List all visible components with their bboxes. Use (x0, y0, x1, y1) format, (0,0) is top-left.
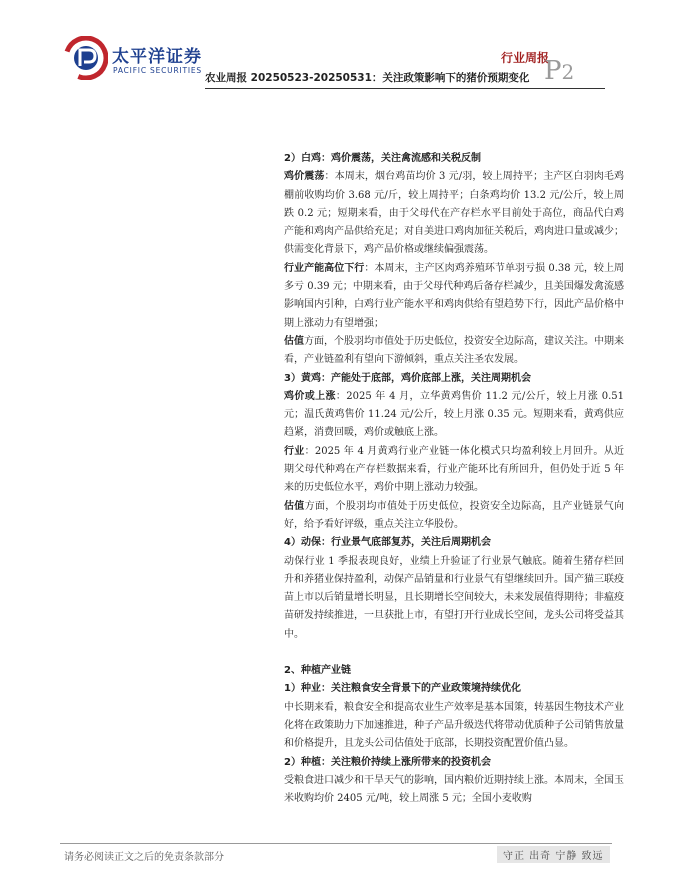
paragraph (284, 333, 624, 370)
paragraph-text: 方面，个股羽均市值处于历史低位，投资安全边际高，且产业链景气向好，给予看好评级，重点关注立华股份。 (284, 500, 624, 530)
paragraph (284, 498, 624, 535)
paragraph-text: ：2025 年 4 月，立华黄鸡售价 11.2 元/公斤，较上月涨 0.51 元；温氏黄鸡售价 11.24 元/公斤，较上月涨 0.35 元。短期来看，黄鸡供应趋紧，消费回暖，鸡价或触底上涨。 (284, 390, 624, 439)
paragraph: 中长期来看，粮食安全和提高农业生产效率是基本国策，转基因生物技术产业化将在政策助力下加速推进，种子产品升级迭代将带动优质种子公司销售放量和价格提升，且龙头公司估值处于底部，长期投资配置价值凸显。 (284, 701, 624, 750)
logo-chinese-name: 太平洋证券 (112, 47, 202, 67)
page-number-value: 2 (561, 60, 575, 84)
section-heading: 1）种业：关注粮食安全背景下的产业政策境持续优化 (284, 683, 521, 695)
footer-motto: 守正 出奇 宁静 致远 (497, 846, 610, 863)
page-number (544, 56, 574, 86)
paragraph-label: 估值 (284, 335, 304, 347)
report-title: 农业周报 20250523-20250531：关注政策影响下的猪价预期变化 (205, 72, 530, 84)
header-divider (205, 88, 605, 89)
chapter-heading: 2、种植产业链 (284, 665, 351, 677)
company-logo (64, 36, 202, 82)
footer-disclaimer: 请务必阅读正文之后的免责条款部分 (64, 852, 224, 863)
paragraph-text: 方面，个股羽均市值处于历史低位，投资安全边际高，建议关注。中期来看，产业链盈利有望向下游倾斜，重点关注圣农发展。 (284, 335, 624, 366)
report-type: 行业周报 (500, 51, 549, 65)
paragraph-label: 估值 (284, 500, 305, 512)
paragraph-label: 行业 (284, 445, 305, 457)
paragraph-label: 鸡价或上涨 (284, 390, 336, 402)
section-heading: 2）种植：关注粮价持续上涨所带来的投资机会 (284, 756, 491, 768)
paragraph (284, 168, 624, 259)
spacer (284, 644, 624, 662)
paragraph (284, 260, 624, 333)
section-heading: 2）白鸡：鸡价震荡，关注禽流感和关税反制 (284, 153, 481, 164)
logo-english-name: PACIFIC SECURITIES (113, 66, 202, 75)
main-content (284, 150, 624, 808)
paragraph (284, 443, 624, 498)
paragraph-text: ：2025 年 4 月黄鸡行业产业链一体化模式只均盈利较上月回升。从近期父母代种鸡在产存栏数据来看，行业产能环比有所回升，但仍处于近 5 年来的历史低位水平，鸡价中期上涨动力较强。 (284, 445, 624, 494)
section-heading: 4）动保：行业景气底部复苏，关注后周期机会 (284, 537, 491, 549)
paragraph-text: ：本周末，主产区肉鸡养殖环节单羽亏损 0.38 元，较上周多亏 0.39 元；中期来看，由于父母代种鸡后备存栏减少，且美国爆发禽流感影响国内引种，白鸡行业产能水平和鸡肉供给有望趋势下行，因此产品价格中期上涨动力有望增强； (284, 262, 624, 329)
paragraph (284, 388, 624, 443)
page-label: P (544, 56, 562, 86)
paragraph: 受粮食进口减少和干旱天气的影响，国内粮价近期持续上涨。本周末，全国玉米收购均价 2405 元/吨，较上周涨 5 元；全国小麦收购 (284, 774, 624, 805)
section-heading: 3）黄鸡：产能处于底部，鸡价底部上涨，关注周期机会 (284, 372, 531, 384)
footer-divider (60, 843, 612, 844)
pacific-securities-logo-icon (64, 36, 108, 80)
paragraph-text: ：本周末，烟台鸡苗均价 3 元/羽，较上周持平；主产区白羽肉毛鸡棚前收购均价 3.68 元/斤，较上周持平；白条鸡均价 13.2 元/公斤，较上周跌 0.2 元；短期来看，由于父母代在产存栏水平目前处于高位，商品代白鸡产能和鸡肉产品供给充足；对自美进口鸡肉加征关税后，鸡肉进口量或减少；供需变化背景下，鸡产品价格或继续偏强震荡。 (284, 171, 625, 256)
paragraph-label: 行业产能高位下行 (284, 262, 365, 274)
paragraph-label: 鸡价震荡 (284, 171, 325, 183)
paragraph: 动保行业 1 季报表现良好，业绩上升验证了行业景气触底。随着生猪存栏回升和养猪业保持盈利，动保产品销量和行业景气有望继续回升。国产猫三联疫苗上市以后销量增长明显，且长期增长空间较大，未来发展值得期待；非瘟疫苗研发持续推进，一旦获批上市，有望打开行业成长空间，龙头公司将受益其中。 (284, 555, 624, 640)
